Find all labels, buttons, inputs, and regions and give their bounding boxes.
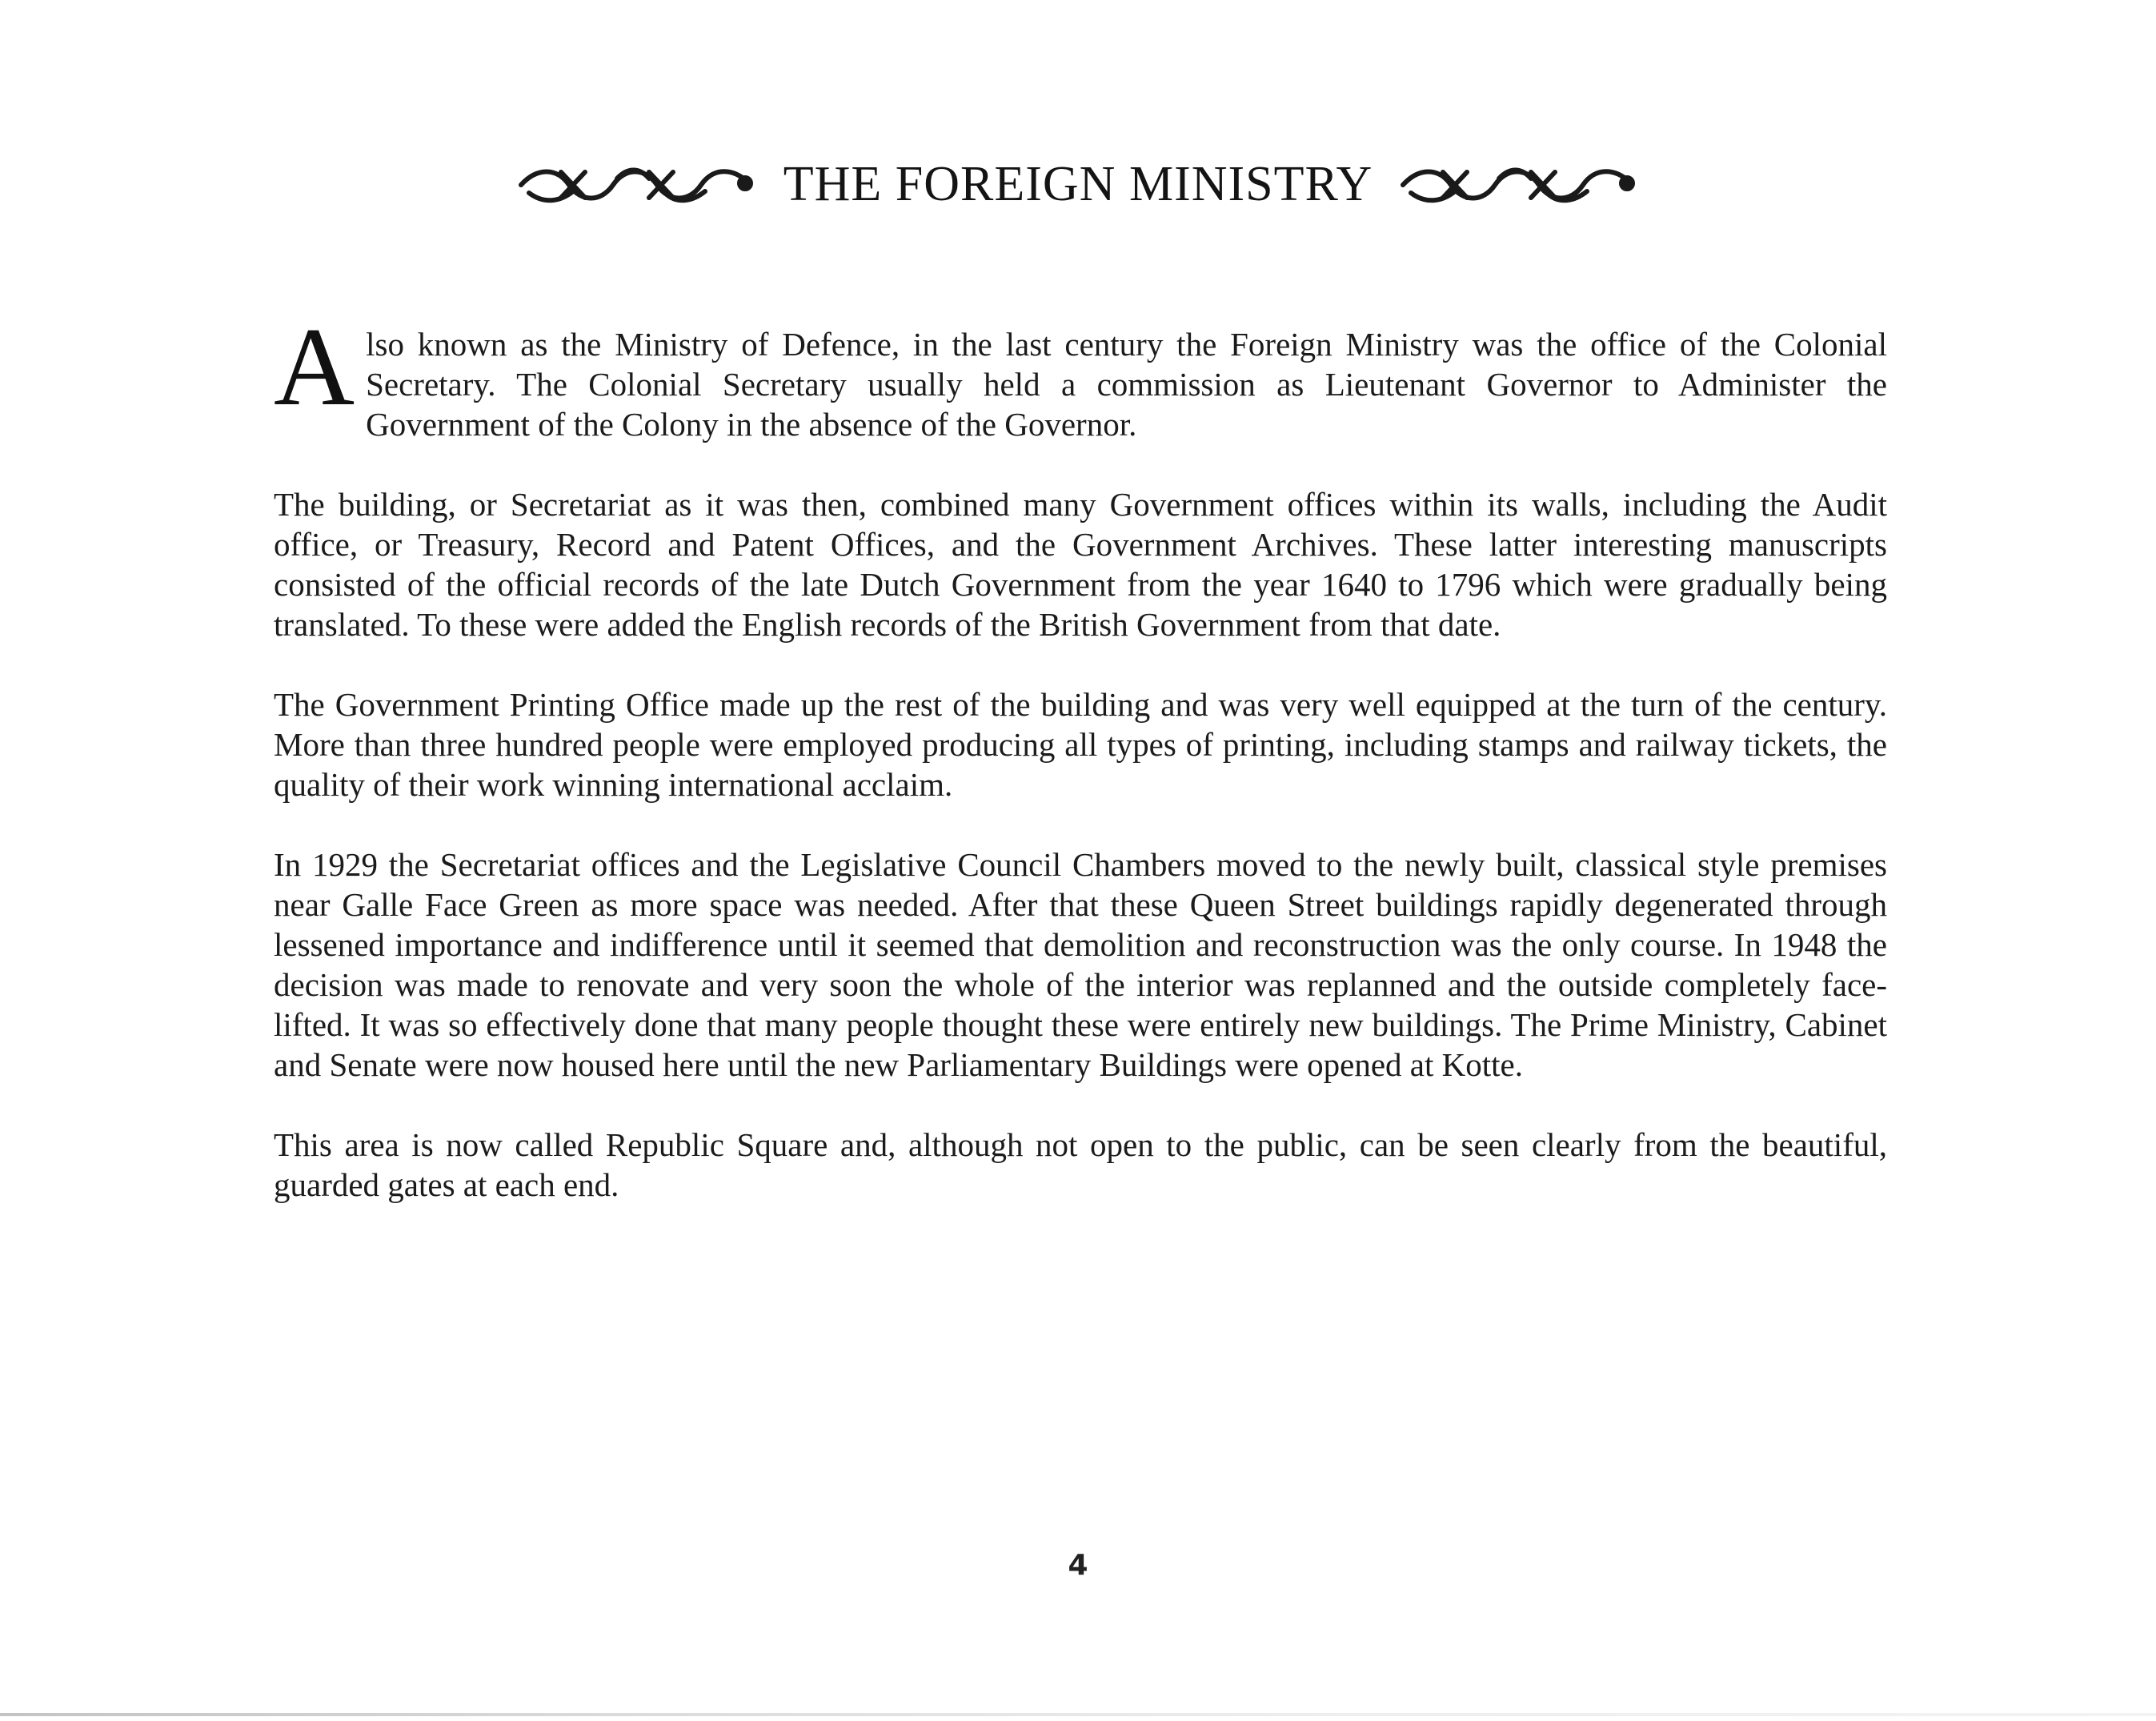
page-title: THE FOREIGN MINISTRY [783,157,1373,211]
paragraph-5: This area is now called Republic Square and, although not open to the public, can be seen clearly from the beautiful, guarded gates at each end. [274,1126,1887,1203]
paragraph-4: In 1929 the Secretariat offices and the Legislative Council Chambers moved to the newly built, classical style premises near Galle Face Green as more space was needed. After that these Queen Street buildings rapidly degenerated through lessened importance and indifference until it seemed that demolition and reconstruction was the only course. In 1948 the decision was made to renovate and very soon the whole of the interior was replanned and the outside completely face-lifted. It was so effectively done that many people thought these were entirely new buildings. The Prime Ministry, Cabinet and Senate were now housed here until the new Parliamentary Buildings were opened at Kotte. [274,846,1887,1083]
page-number: 4 [1068,1549,1088,1582]
paragraph-3: The Government Printing Office made up the rest of the building and was very well equipped at the turn of the century. More than three hundred people were employed producing all types of printing, including stamps and railway tickets, the quality of their work winning international acclaim. [274,686,1887,803]
article-body [274,305,1887,1245]
paragraph-1 [274,305,1887,444]
paragraph-1-text: lso known as the Ministry of Defence, in the last century the Foreign Ministry was the office of the Colonial Secretary. The Colonial Secretary usually held a commission as Lieutenant Governor to Administer the Government of the Colony in the absence of the Governor. [366,326,1887,443]
title-row [0,156,2156,213]
right-scroll-ornament-icon [1395,161,1643,209]
scan-edge-divider [0,1713,2156,1716]
left-scroll-ornament-icon [513,161,761,209]
paragraph-2: The building, or Secretariat as it was then, combined many Government offices within its walls, including the Audit office, or Treasury, Record and Patent Offices, and the Government Archives. These latter interesting manuscripts consisted of the official records of the late Dutch Government from the year 1640 to 1796 which were gradually being translated. To these were added the English records of the British Government from that date. [274,486,1887,643]
drop-cap: A [274,305,355,429]
